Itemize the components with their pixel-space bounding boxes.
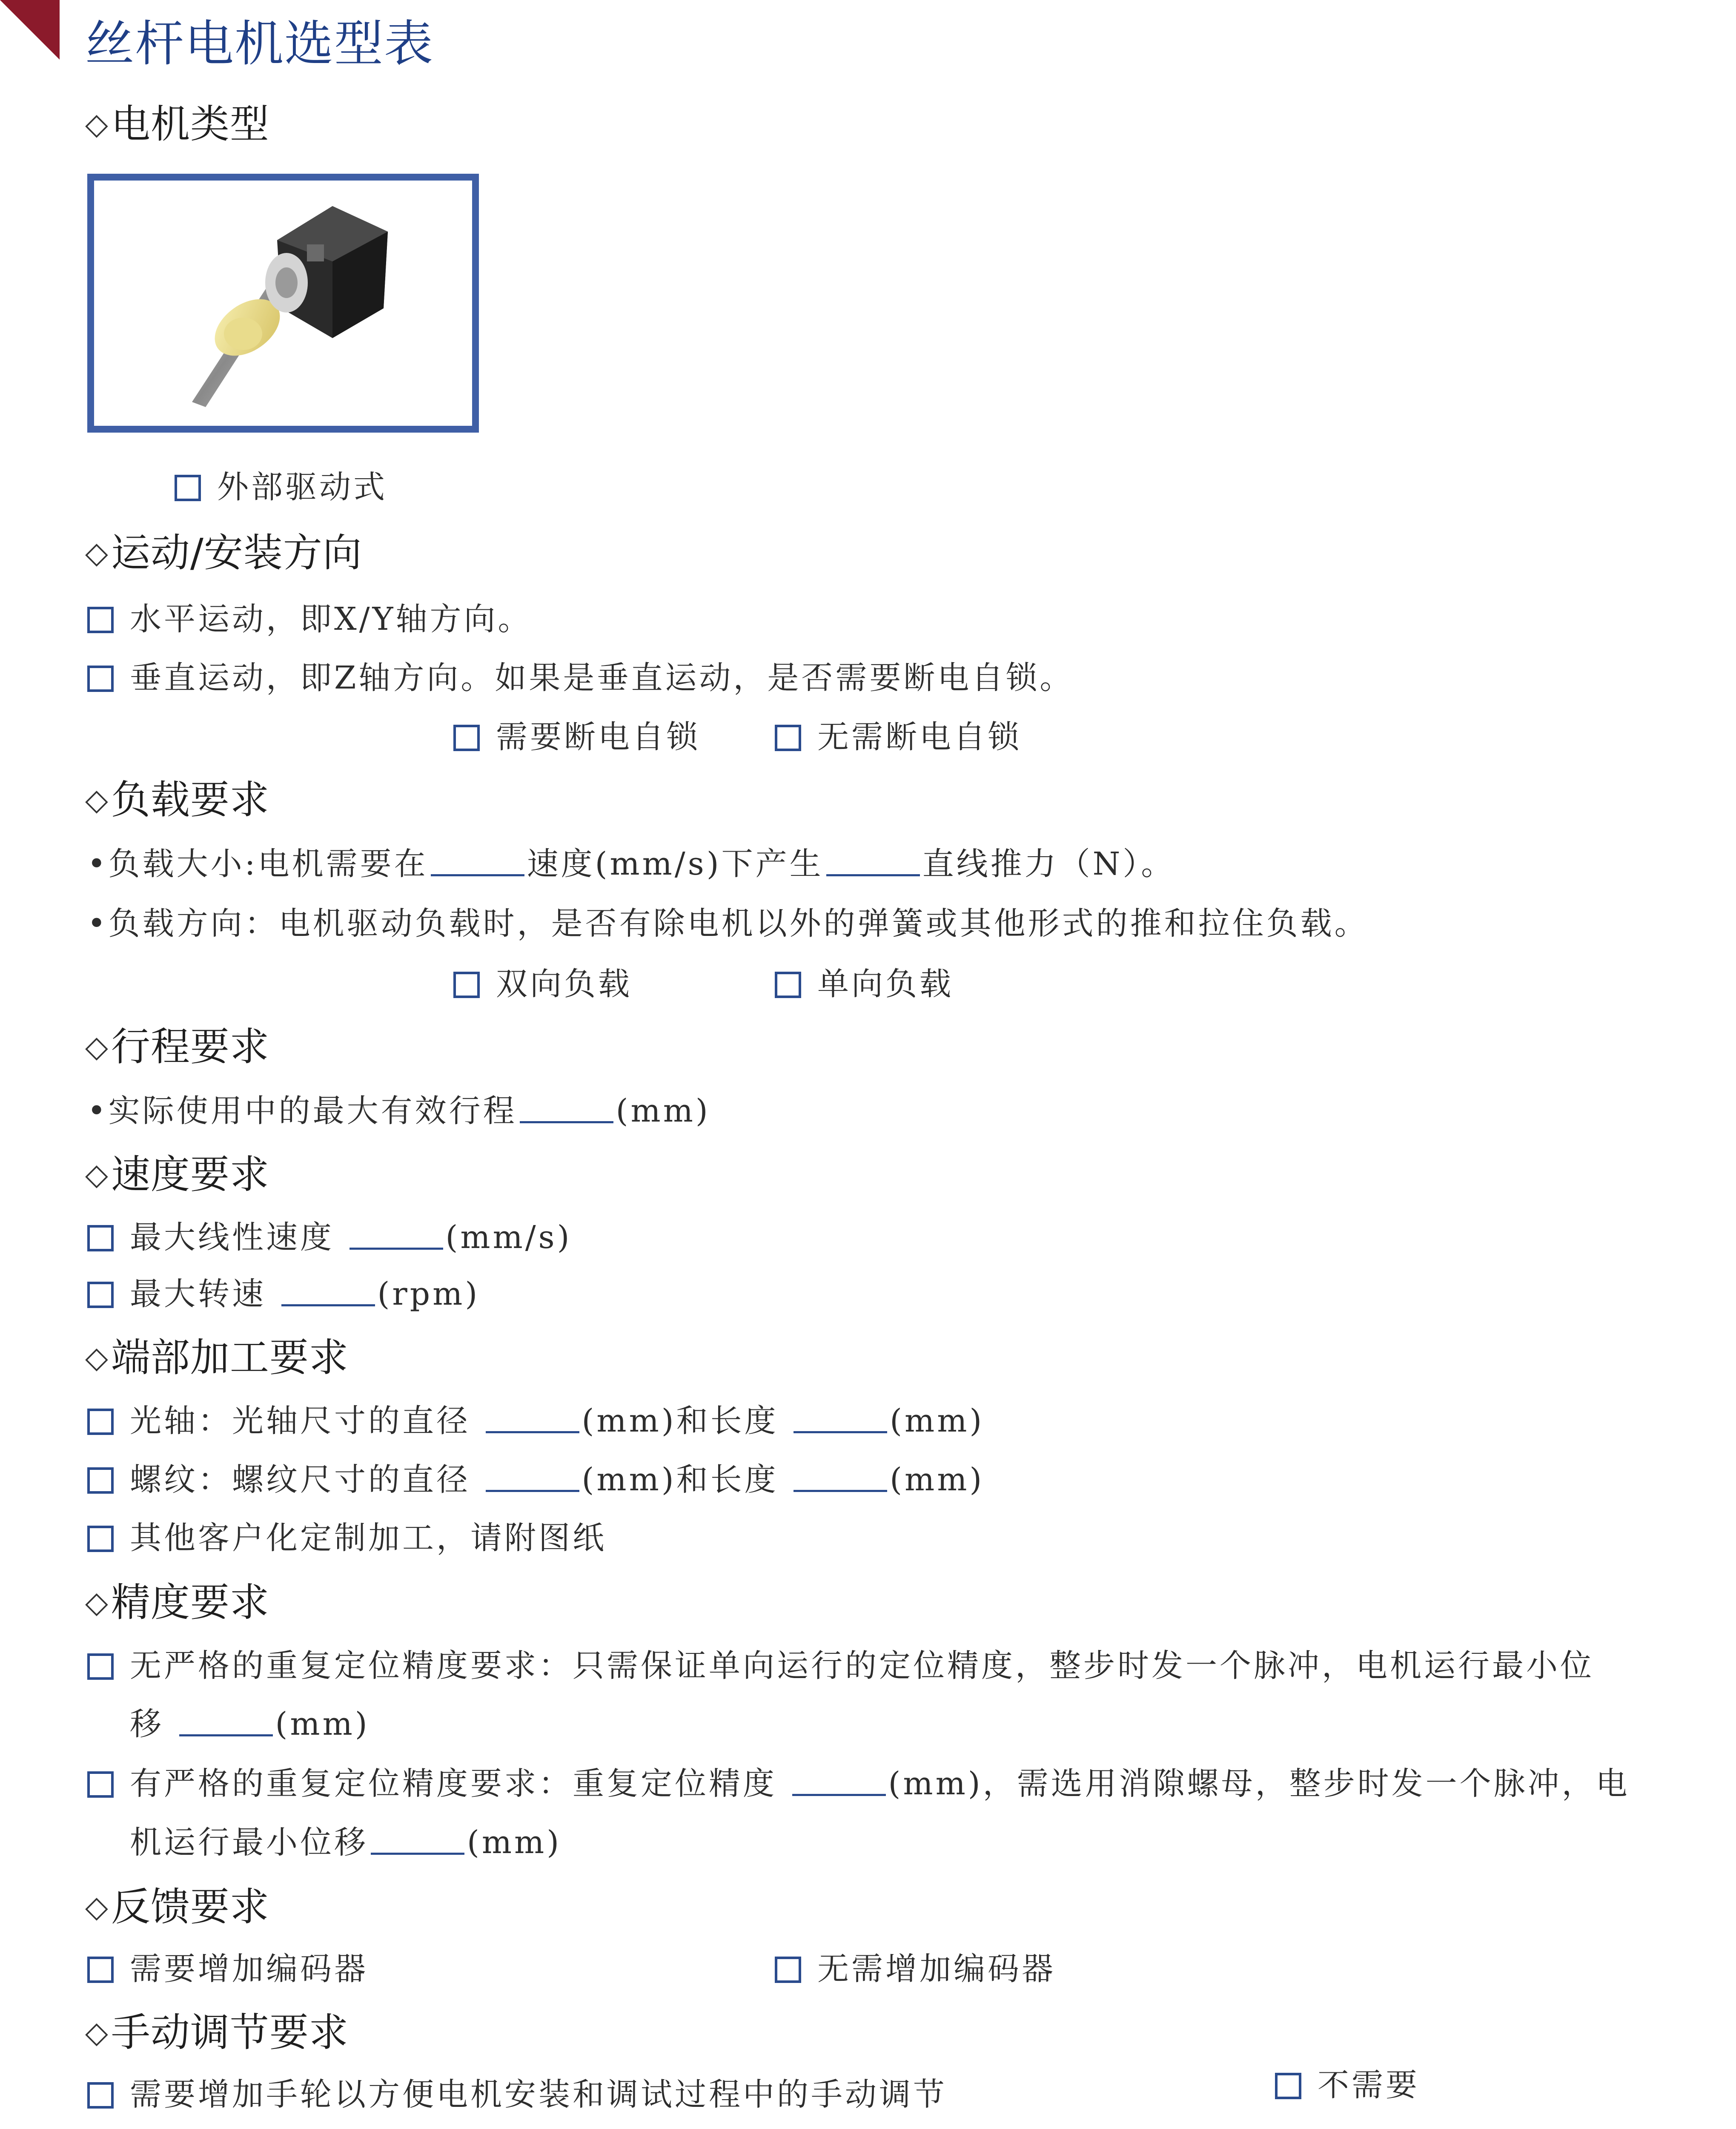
option-external-drive[interactable]: 外部驱动式: [175, 462, 387, 507]
page-title: 丝杆电机选型表: [85, 15, 434, 72]
option-rotation-speed[interactable]: 最大转速 (rpm): [87, 1269, 480, 1314]
checkbox[interactable]: [87, 2082, 114, 2109]
section-precision: ◇精度要求: [85, 1580, 269, 1625]
lead-screw-motor-image: [94, 181, 472, 426]
option-loose-precision[interactable]: 无严格的重复定位精度要求：只需保证单向运行的定位精度，整步时发一个脉冲，电机运行最小位: [87, 1641, 1594, 1686]
motor-photo-frame: [87, 174, 479, 433]
option-vertical[interactable]: 垂直运动，即Z轴方向。如果是垂直运动，是否需要断电自锁。: [87, 653, 1074, 698]
option-horizontal[interactable]: 水平运动，即X/Y轴方向。: [87, 594, 532, 639]
section-speed: ◇速度要求: [85, 1152, 269, 1197]
checkbox[interactable]: [1275, 2073, 1301, 2099]
checkbox[interactable]: [87, 1409, 114, 1435]
rpm-blank[interactable]: [281, 1279, 375, 1306]
section-load: ◇负载要求: [85, 777, 269, 823]
checkbox[interactable]: [775, 725, 801, 751]
section-manual: ◇手动调节要求: [85, 2010, 349, 2055]
shaft-diameter-blank[interactable]: [486, 1406, 579, 1433]
section-end-machining: ◇端部加工要求: [85, 1335, 349, 1380]
checkbox[interactable]: [87, 666, 114, 692]
force-blank[interactable]: [826, 849, 920, 876]
option-thread[interactable]: 螺纹：螺纹尺寸的直径 (mm)和长度 (mm): [87, 1455, 984, 1500]
section-feedback: ◇反馈要求: [85, 1884, 269, 1930]
option-strict-precision[interactable]: 有严格的重复定位精度要求：重复定位精度 (mm)，需选用消隙螺母，整步时发一个脉冲，电: [87, 1759, 1630, 1804]
option-need-lock[interactable]: 需要断电自锁: [453, 712, 700, 757]
checkbox[interactable]: [87, 1771, 114, 1798]
loose-displacement-blank[interactable]: [179, 1709, 273, 1736]
load-direction-line: •负载方向：电机驱动负载时，是否有除电机以外的弹簧或其他形式的推和拉住负载。: [87, 905, 1369, 942]
option-bidirectional[interactable]: 双向负载: [453, 959, 632, 1004]
option-no-lock[interactable]: 无需断电自锁: [775, 712, 1022, 757]
strict-precision-line2: 机运行最小位移 (mm): [130, 1824, 562, 1861]
option-no-handwheel[interactable]: 不需要: [1275, 2060, 1420, 2105]
load-size-line: •负载大小:电机需要在 速度(mm/s)下产生 直线推力（N）。: [87, 846, 1175, 882]
shaft-length-blank[interactable]: [794, 1406, 887, 1433]
option-no-encoder[interactable]: 无需增加编码器: [775, 1944, 1056, 1989]
section-environment: [85, 2127, 269, 2129]
option-unidirectional[interactable]: 单向负载: [775, 959, 954, 1004]
option-need-handwheel[interactable]: 需要增加手轮以方便电机安装和调试过程中的手动调节: [87, 2069, 947, 2115]
corner-triangle: [0, 0, 60, 60]
checkbox[interactable]: [87, 1225, 114, 1251]
option-shaft[interactable]: 光轴：光轴尺寸的直径 (mm)和长度 (mm): [87, 1396, 984, 1441]
checkbox[interactable]: [775, 1957, 801, 1983]
checkbox[interactable]: [175, 475, 201, 501]
strict-displacement-blank[interactable]: [371, 1827, 464, 1855]
checkbox[interactable]: [87, 1653, 114, 1680]
linear-speed-blank[interactable]: [349, 1222, 443, 1250]
checkbox[interactable]: [453, 972, 480, 998]
checkbox[interactable]: [87, 607, 114, 633]
checkbox[interactable]: [87, 1957, 114, 1983]
speed-blank[interactable]: [431, 849, 524, 876]
option-need-encoder[interactable]: 需要增加编码器: [87, 1944, 368, 1989]
repeat-precision-blank[interactable]: [792, 1768, 886, 1796]
loose-precision-line2: 移 (mm): [130, 1706, 370, 1742]
checkbox[interactable]: [453, 725, 480, 751]
checkbox[interactable]: [87, 1467, 114, 1494]
thread-diameter-blank[interactable]: [486, 1464, 579, 1492]
checkbox[interactable]: [775, 972, 801, 998]
thread-length-blank[interactable]: [794, 1464, 887, 1492]
option-custom[interactable]: 其他客户化定制加工，请附图纸: [87, 1513, 607, 1558]
checkbox[interactable]: [87, 1526, 114, 1552]
option-linear-speed[interactable]: 最大线性速度 (mm/s): [87, 1212, 572, 1257]
section-stroke: ◇行程要求: [85, 1024, 269, 1070]
section-direction: ◇运动/安装方向: [85, 530, 362, 576]
section-motor-type: ◇电机类型: [85, 101, 269, 147]
stroke-blank[interactable]: [520, 1096, 613, 1123]
stroke-line: •实际使用中的最大有效行程 (mm): [87, 1093, 710, 1129]
checkbox[interactable]: [87, 1282, 114, 1308]
